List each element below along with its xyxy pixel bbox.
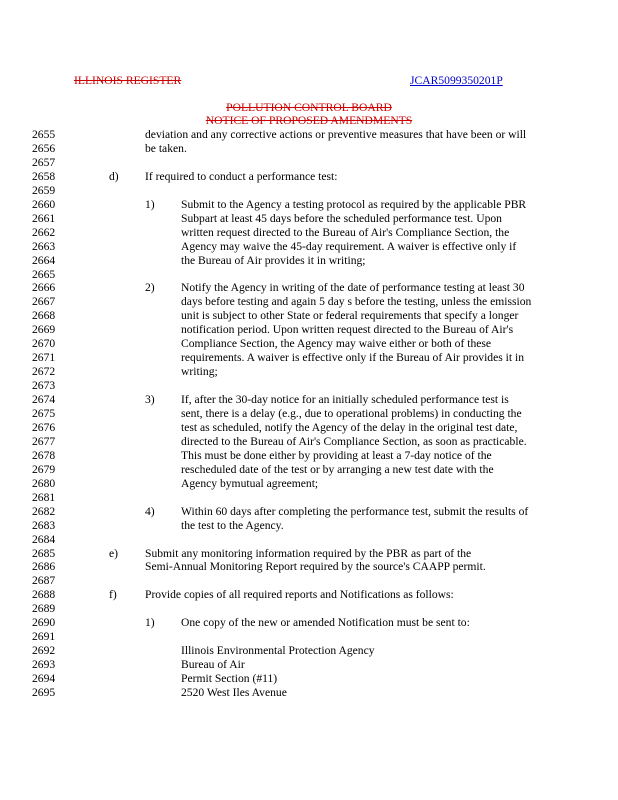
line-number: 2658 xyxy=(32,169,56,183)
line-text: directed to the Bureau of Air's Compliance Section, as soon as practicable. xyxy=(181,434,527,448)
line-number: 2691 xyxy=(32,630,56,644)
line-text: Submit any monitoring information required by the PBR as part of the xyxy=(145,546,472,560)
line-text: requirements. A waiver is effective only if the Bureau of Air provides it in xyxy=(181,351,524,365)
item-label: 1) xyxy=(145,616,155,630)
item-label: 1) xyxy=(145,197,155,211)
item-label: e) xyxy=(109,546,119,560)
line-number: 2660 xyxy=(32,197,56,211)
line-text: Provide copies of all required reports and Notifications as follows: xyxy=(145,588,454,602)
line-number: 2680 xyxy=(32,476,56,490)
line-text: Illinois Environmental Protection Agency xyxy=(181,644,375,658)
line-number: 2693 xyxy=(32,658,56,672)
item-label: 4) xyxy=(145,504,155,518)
line-text: One copy of the new or amended Notification must be sent to: xyxy=(181,616,470,630)
line-number: 2656 xyxy=(32,141,56,155)
line-number: 2684 xyxy=(32,532,56,546)
line-text: Semi-Annual Monitoring Report required by the source's CAAPP permit. xyxy=(145,560,486,574)
line-number: 2666 xyxy=(32,281,56,295)
line-number: 2687 xyxy=(32,574,56,588)
line-number: 2679 xyxy=(32,462,56,476)
board-title: POLLUTION CONTROL BOARD xyxy=(226,101,392,114)
line-text: Within 60 days after completing the performance test, submit the results of xyxy=(181,504,529,518)
line-number: 2676 xyxy=(32,420,56,434)
line-number: 2665 xyxy=(32,267,56,281)
line-text: Notify the Agency in writing of the date of performance testing at least 30 xyxy=(181,281,525,295)
item-label: f) xyxy=(109,588,117,602)
line-number: 2695 xyxy=(32,686,56,699)
item-label: 2) xyxy=(145,281,155,295)
line-number: 2661 xyxy=(32,211,56,225)
item-label: d) xyxy=(109,169,119,183)
line-number: 2675 xyxy=(32,407,56,420)
line-number: 2694 xyxy=(32,672,56,686)
line-number: 2662 xyxy=(32,225,56,239)
line-number: 2678 xyxy=(32,448,56,462)
line-text: This must be done either by providing at least a 7-day notice of the xyxy=(181,448,492,462)
line-number: 2667 xyxy=(32,295,56,309)
line-number: 2686 xyxy=(32,560,56,574)
line-text: deviation and any corrective actions or preventive measures that have been or will xyxy=(145,128,527,141)
line-text: be taken. xyxy=(145,141,187,155)
line-text: unit is subject to other State or federal requirements that specify a longer xyxy=(181,309,519,323)
line-text: Subpart at least 45 days before the scheduled performance test. Upon xyxy=(181,211,502,225)
line-text: rescheduled date of the test or by arranging a new test date with the xyxy=(181,462,494,476)
line-number: 2689 xyxy=(32,602,56,616)
line-text: Bureau of Air xyxy=(181,658,245,672)
line-number: 2670 xyxy=(32,337,56,351)
line-text: writing; xyxy=(181,365,218,379)
line-number: 2685 xyxy=(32,546,56,560)
line-number: 2692 xyxy=(32,644,56,658)
line-number: 2668 xyxy=(32,309,56,323)
line-text: Compliance Section, the Agency may waive either or both of these xyxy=(181,337,492,351)
line-text: days before testing and again 5 day s before the testing, unless the emission xyxy=(181,295,532,309)
line-text: If, after the 30-day notice for an initially scheduled performance test is xyxy=(181,393,509,407)
notice-title: NOTICE OF PROPOSED AMENDMENTS xyxy=(205,114,413,127)
line-text: written request directed to the Bureau of Air's Compliance Section, the xyxy=(181,225,510,239)
line-text: Submit to the Agency a testing protocol as required by the applicable PBR xyxy=(181,197,527,211)
register-header: ILLINOIS REGISTER xyxy=(74,74,182,87)
line-text: Agency may waive the 45-day requirement. A waiver is effective only if xyxy=(181,239,517,253)
line-number: 2674 xyxy=(32,393,56,407)
line-number: 2671 xyxy=(32,351,56,365)
line-number: 2657 xyxy=(32,155,56,169)
line-text: If required to conduct a performance test: xyxy=(145,169,338,183)
line-text: Permit Section (#11) xyxy=(181,672,278,686)
line-number: 2664 xyxy=(32,253,56,267)
line-number: 2688 xyxy=(32,588,56,602)
line-number: 2663 xyxy=(32,239,56,253)
line-text: test as scheduled, notify the Agency of the delay in the original test date, xyxy=(181,420,518,434)
item-label: 3) xyxy=(145,393,155,407)
line-text: the test to the Agency. xyxy=(181,518,284,532)
line-text: 2520 West Iles Avenue xyxy=(181,686,287,699)
jcar-code: JCAR5099350201P xyxy=(410,74,503,87)
line-number: 2655 xyxy=(32,128,56,141)
line-number: 2682 xyxy=(32,504,56,518)
line-number: 2677 xyxy=(32,434,56,448)
line-number: 2690 xyxy=(32,616,56,630)
line-text: notification period. Upon written request directed to the Bureau of Air's xyxy=(181,323,514,337)
line-number: 2672 xyxy=(32,365,56,379)
line-number: 2659 xyxy=(32,183,56,197)
line-text: sent, there is a delay (e.g., due to operational problems) in conducting the xyxy=(181,407,522,420)
line-number: 2683 xyxy=(32,518,56,532)
line-number: 2669 xyxy=(32,323,56,337)
line-text: Agency bymutual agreement; xyxy=(181,476,319,490)
line-number: 2681 xyxy=(32,490,56,504)
line-text: the Bureau of Air provides it in writing; xyxy=(181,253,366,267)
line-number: 2673 xyxy=(32,379,56,393)
